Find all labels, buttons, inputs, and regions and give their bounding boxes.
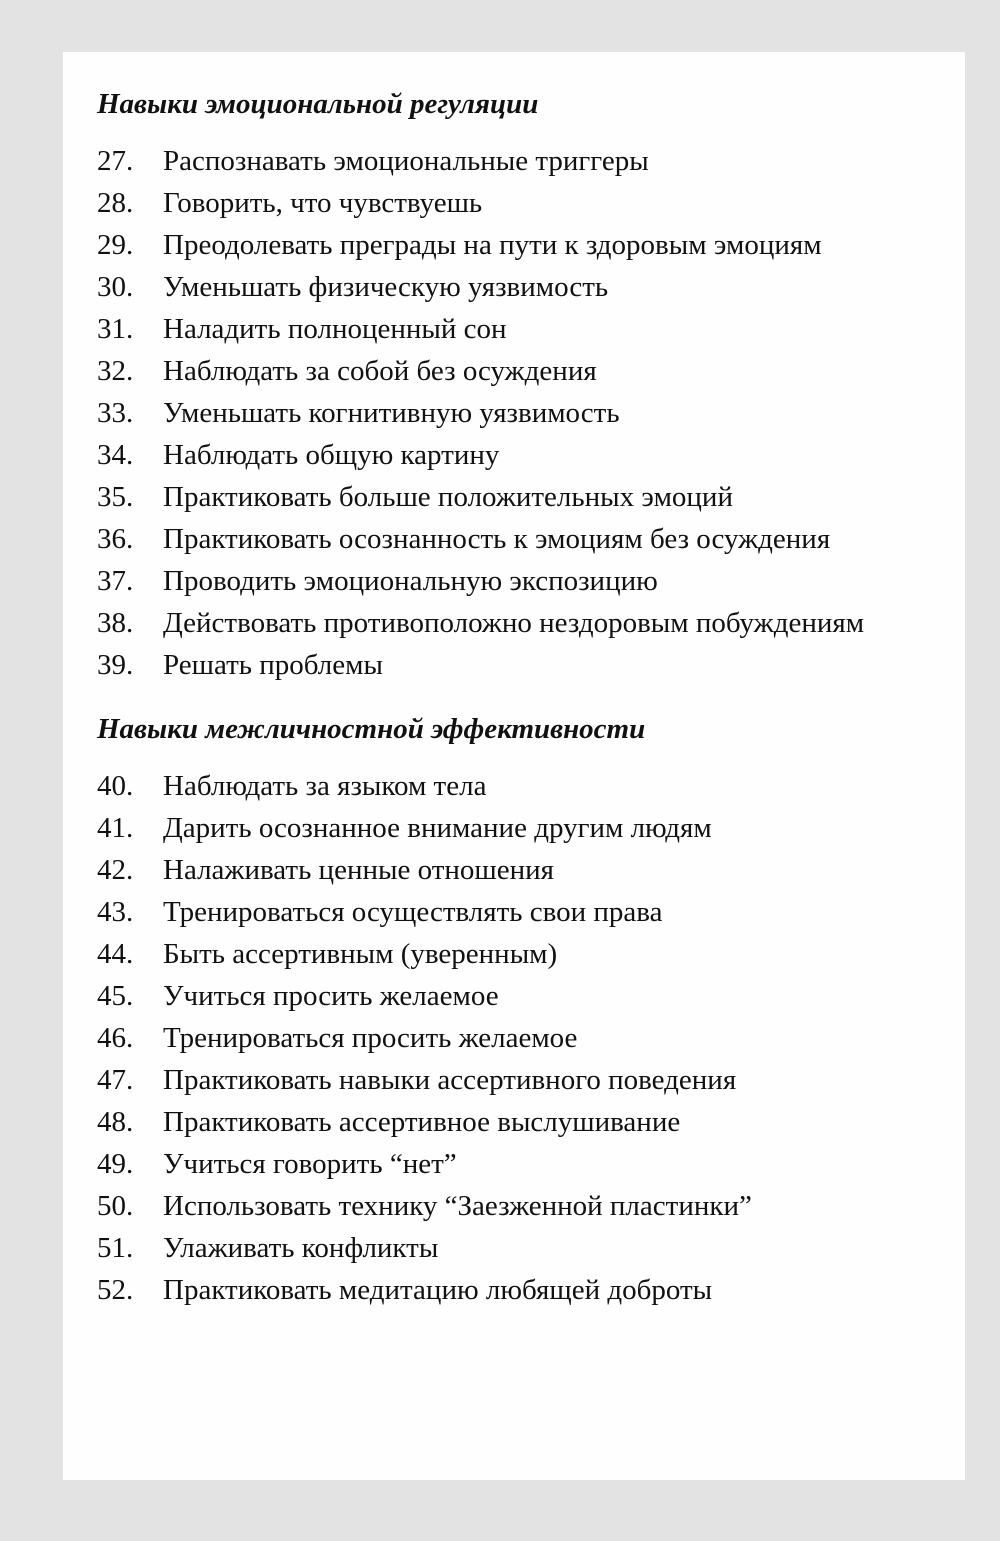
item-text: Улаживать конфликты — [163, 1232, 439, 1264]
list-item — [97, 891, 937, 933]
list-item — [97, 933, 937, 975]
item-number: 49. — [97, 1148, 134, 1180]
item-text: Уменьшать физическую уязвимость — [163, 271, 609, 303]
item-text: Решать проблемы — [163, 649, 383, 681]
list-item — [97, 1017, 937, 1059]
item-number: 29. — [97, 229, 134, 261]
section-emotional-regulation — [97, 85, 937, 686]
item-number: 45. — [97, 980, 134, 1012]
item-number: 50. — [97, 1190, 134, 1222]
item-number: 35. — [97, 481, 134, 513]
item-text: Тренироваться просить желаемое — [163, 1022, 578, 1054]
section-heading: Навыки межличностной эффективности — [97, 713, 646, 745]
list-item — [97, 434, 937, 476]
item-number: 41. — [97, 812, 134, 844]
item-text: Преодолевать преграды на пути к здоровым эмоциям — [163, 229, 822, 261]
list-item — [97, 224, 937, 266]
item-number: 51. — [97, 1232, 134, 1264]
item-number: 46. — [97, 1022, 134, 1054]
list-item — [97, 140, 937, 182]
item-text: Тренироваться осуществлять свои права — [163, 896, 663, 928]
list-item — [97, 602, 937, 644]
page-content — [97, 85, 937, 1311]
list-item — [97, 975, 937, 1017]
list-item — [97, 266, 937, 308]
list-item — [97, 350, 937, 392]
book-page — [63, 52, 965, 1480]
item-number: 52. — [97, 1274, 134, 1306]
item-text: Наблюдать за языком тела — [163, 770, 487, 802]
item-number: 33. — [97, 397, 134, 429]
item-text: Практиковать медитацию любящей доброты — [163, 1274, 713, 1306]
item-text: Уменьшать когнитивную уязвимость — [163, 397, 620, 429]
list-item — [97, 1227, 937, 1269]
item-number: 48. — [97, 1106, 134, 1138]
item-number: 40. — [97, 770, 134, 802]
list-item — [97, 518, 937, 560]
item-text: Дарить осознанное внимание другим людям — [163, 812, 712, 844]
list-item — [97, 392, 937, 434]
list-item — [97, 765, 937, 807]
section-interpersonal-effectiveness — [97, 710, 937, 1311]
item-text: Наблюдать общую картину — [163, 439, 500, 471]
list-item — [97, 476, 937, 518]
item-text: Использовать технику “Заезженной пластинки” — [163, 1190, 752, 1222]
item-text: Распознавать эмоциональные триггеры — [163, 145, 649, 177]
item-number: 44. — [97, 938, 134, 970]
list-item — [97, 560, 937, 602]
list-item — [97, 1143, 937, 1185]
item-number: 30. — [97, 271, 134, 303]
list-item — [97, 1059, 937, 1101]
item-text: Говорить, что чувствуешь — [163, 187, 483, 219]
item-text: Наблюдать за собой без осуждения — [163, 355, 597, 387]
item-number: 31. — [97, 313, 134, 345]
item-text: Практиковать больше положительных эмоций — [163, 481, 733, 513]
item-text: Практиковать ассертивное выслушивание — [163, 1106, 681, 1138]
item-text: Учиться говорить “нет” — [163, 1148, 457, 1180]
item-text: Учиться просить желаемое — [163, 980, 499, 1012]
item-text: Налаживать ценные отношения — [163, 854, 554, 886]
item-number: 36. — [97, 523, 134, 555]
item-number: 28. — [97, 187, 134, 219]
item-text: Быть ассертивным (уверенным) — [163, 938, 558, 970]
list-item — [97, 807, 937, 849]
item-number: 37. — [97, 565, 134, 597]
list-item — [97, 1269, 937, 1311]
skills-list — [97, 140, 937, 686]
item-number: 47. — [97, 1064, 134, 1096]
item-number: 43. — [97, 896, 134, 928]
list-item — [97, 644, 937, 686]
list-item — [97, 182, 937, 224]
item-text: Проводить эмоциональную экспозицию — [163, 565, 658, 597]
list-item — [97, 308, 937, 350]
section-heading: Навыки эмоциональной регуляции — [97, 88, 539, 120]
item-text: Практиковать навыки ассертивного поведения — [163, 1064, 737, 1096]
item-text: Практиковать осознанность к эмоциям без осуждения — [163, 523, 831, 555]
list-item — [97, 849, 937, 891]
item-number: 32. — [97, 355, 134, 387]
item-text: Действовать противоположно нездоровым побуждениям — [163, 607, 865, 639]
list-item — [97, 1101, 937, 1143]
item-number: 34. — [97, 439, 134, 471]
item-text: Наладить полноценный сон — [163, 313, 507, 345]
item-number: 27. — [97, 145, 134, 177]
list-item — [97, 1185, 937, 1227]
item-number: 39. — [97, 649, 134, 681]
item-number: 42. — [97, 854, 134, 886]
skills-list — [97, 765, 937, 1311]
item-number: 38. — [97, 607, 134, 639]
